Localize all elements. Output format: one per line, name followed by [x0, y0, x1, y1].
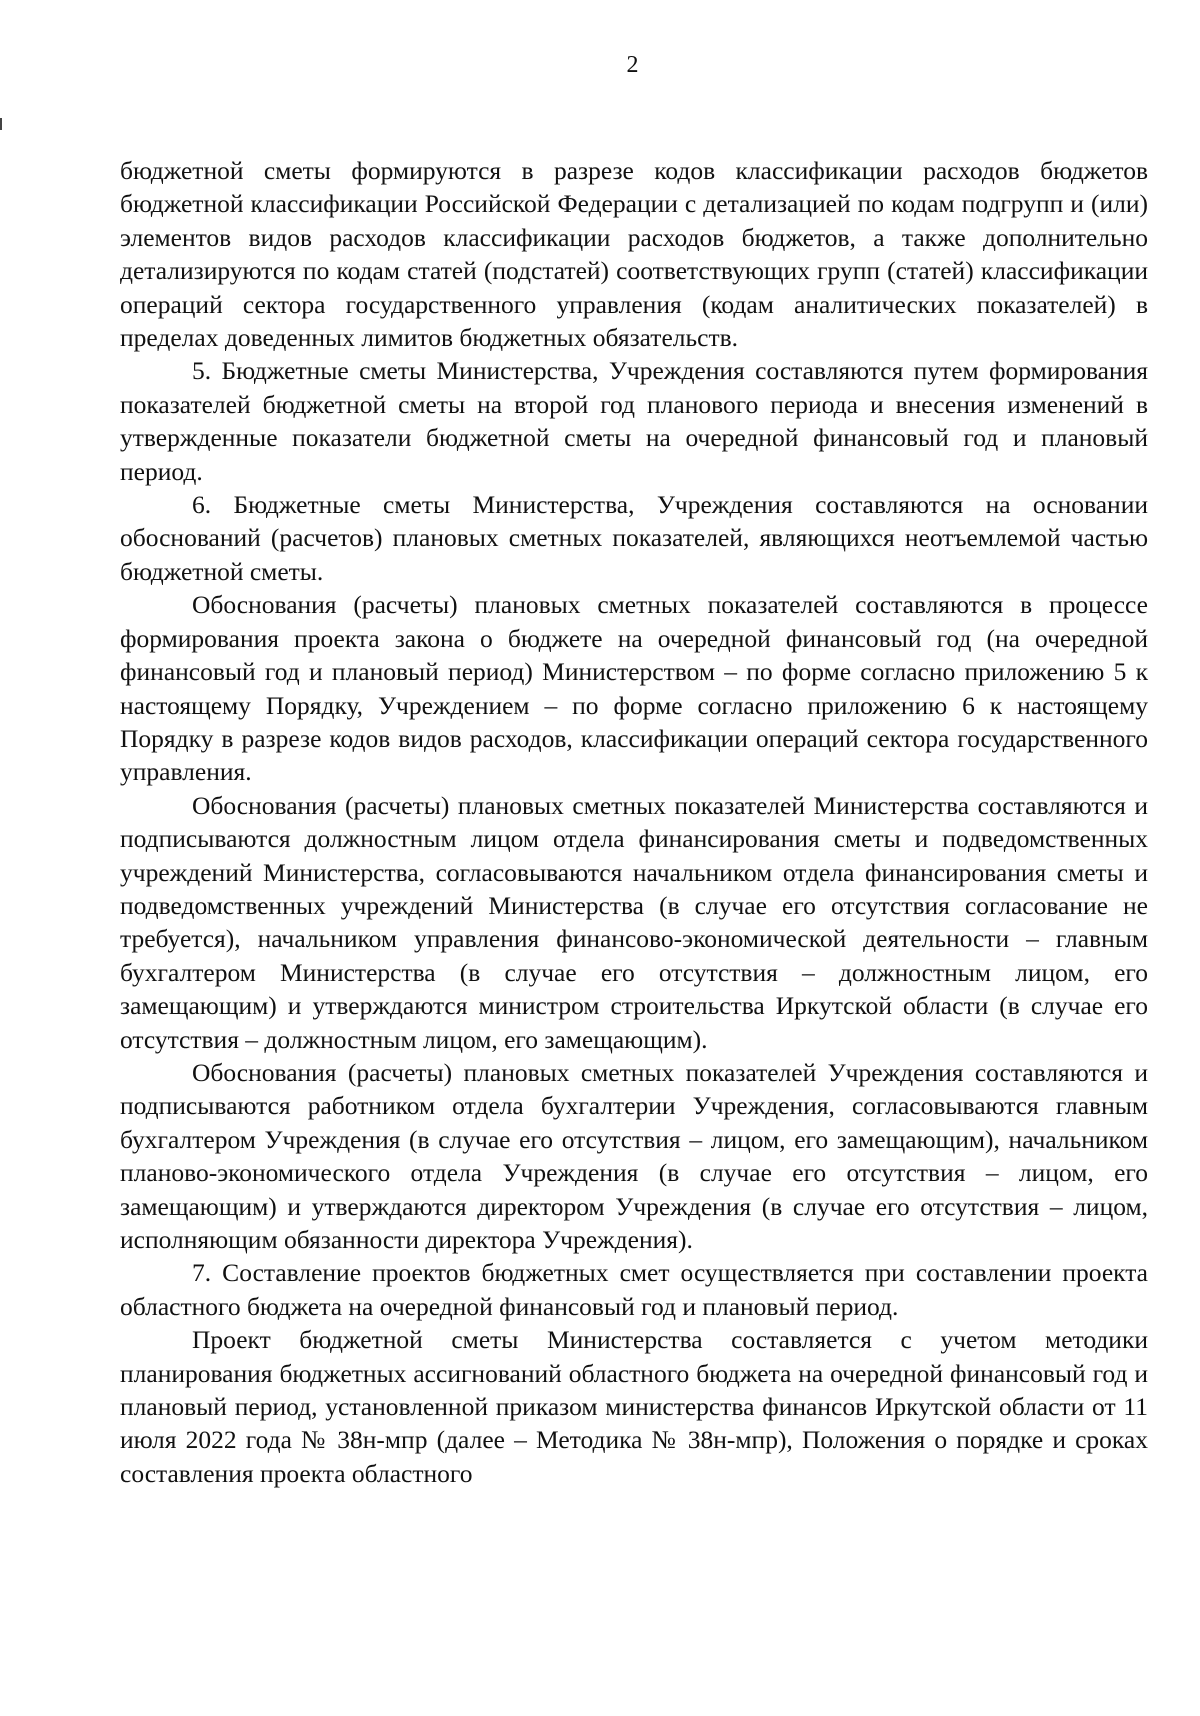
paragraph-justification-forms: Обоснования (расчеты) плановых сметных показателей составляются в процессе формирования проекта закона о бюджете на очередной финансовый год (на очередной финансовый год и плановый период) Министерством – по форме согласно приложению 5 к настоящему Порядку, Учреждением – по форме согласно приложению 6 к настоящему Порядку в разрезе кодов видов расходов, классификации операций сектора государственного управления. [120, 590, 1148, 787]
paragraph-institution-justification: Обоснования (расчеты) плановых сметных показателей Учреждения составляются и подписываются работником отдела бухгалтерии Учреждения, согласовываются главным бухгалтером Учреждения (в случае его отсутствия – лицом, его замещающим), начальником планово-экономического отдела Учреждения (в случае его отсутствия – лицом, его замещающим) и утверждаются директором Учреждения (в случае его отсутствия – лицом, исполняющим обязанности директора Учреждения). [120, 1057, 1148, 1254]
paragraph-item-6: 6. Бюджетные сметы Министерства, Учреждения составляются на основании обоснований (расчетов) плановых сметных показателей, являющихся неотъемлемой частью бюджетной сметы. [120, 490, 1148, 586]
page-number: 2 [626, 52, 639, 78]
binding-mark [0, 118, 2, 130]
paragraph-item-7: 7. Составление проектов бюджетных смет осуществляется при составлении проекта областного бюджета на очередной финансовый год и плановый период. [120, 1258, 1148, 1321]
paragraph-ministry-justification: Обоснования (расчеты) плановых сметных показателей Министерства составляются и подписываются должностным лицом отдела финансирования сметы и подведомственных учреждений Министерства, согласовываются начальником отдела финансирования сметы и подведомственных учреждений Министерства (в случае его отсутствия согласование не требуется), начальником управления финансово-экономической деятельности – главным бухгалтером Министерства (в случае его отсутствия – должностным лицом, его замещающим) и утверждаются министром строительства Иркутской области (в случае его отсутствия – должностным лицом, его замещающим). [120, 790, 1148, 1054]
document-body [120, 154, 1148, 1490]
paragraph-ministry-draft: Проект бюджетной сметы Министерства составляется с учетом методики планирования бюджетных ассигнований областного бюджета на очередной финансовый год и плановый период, установленной приказом министерства финансов Иркутской области от 11 июля 2022 года № 38н-мпр (далее – Методика № 38н-мпр), Положения о порядке и сроках составления проекта областного [120, 1325, 1148, 1488]
paragraph-item-5: 5. Бюджетные сметы Министерства, Учреждения составляются путем формирования показателей бюджетной сметы на второй год планового периода и внесения изменений в утвержденные показатели бюджетной сметы на очередной финансовый год и плановый период. [120, 356, 1148, 486]
paragraph-continuation: бюджетной сметы формируются в разрезе кодов классификации расходов бюджетов бюджетной классификации Российской Федерации с детализацией по кодам подгрупп и (или) элементов видов расходов классификации расходов бюджетов, а также дополнительно детализируются по кодам статей (подстатей) соответствующих групп (статей) классификации операций сектора государственного управления (кодам аналитических показателей) в пределах доведенных лимитов бюджетных обязательств. [120, 156, 1148, 353]
